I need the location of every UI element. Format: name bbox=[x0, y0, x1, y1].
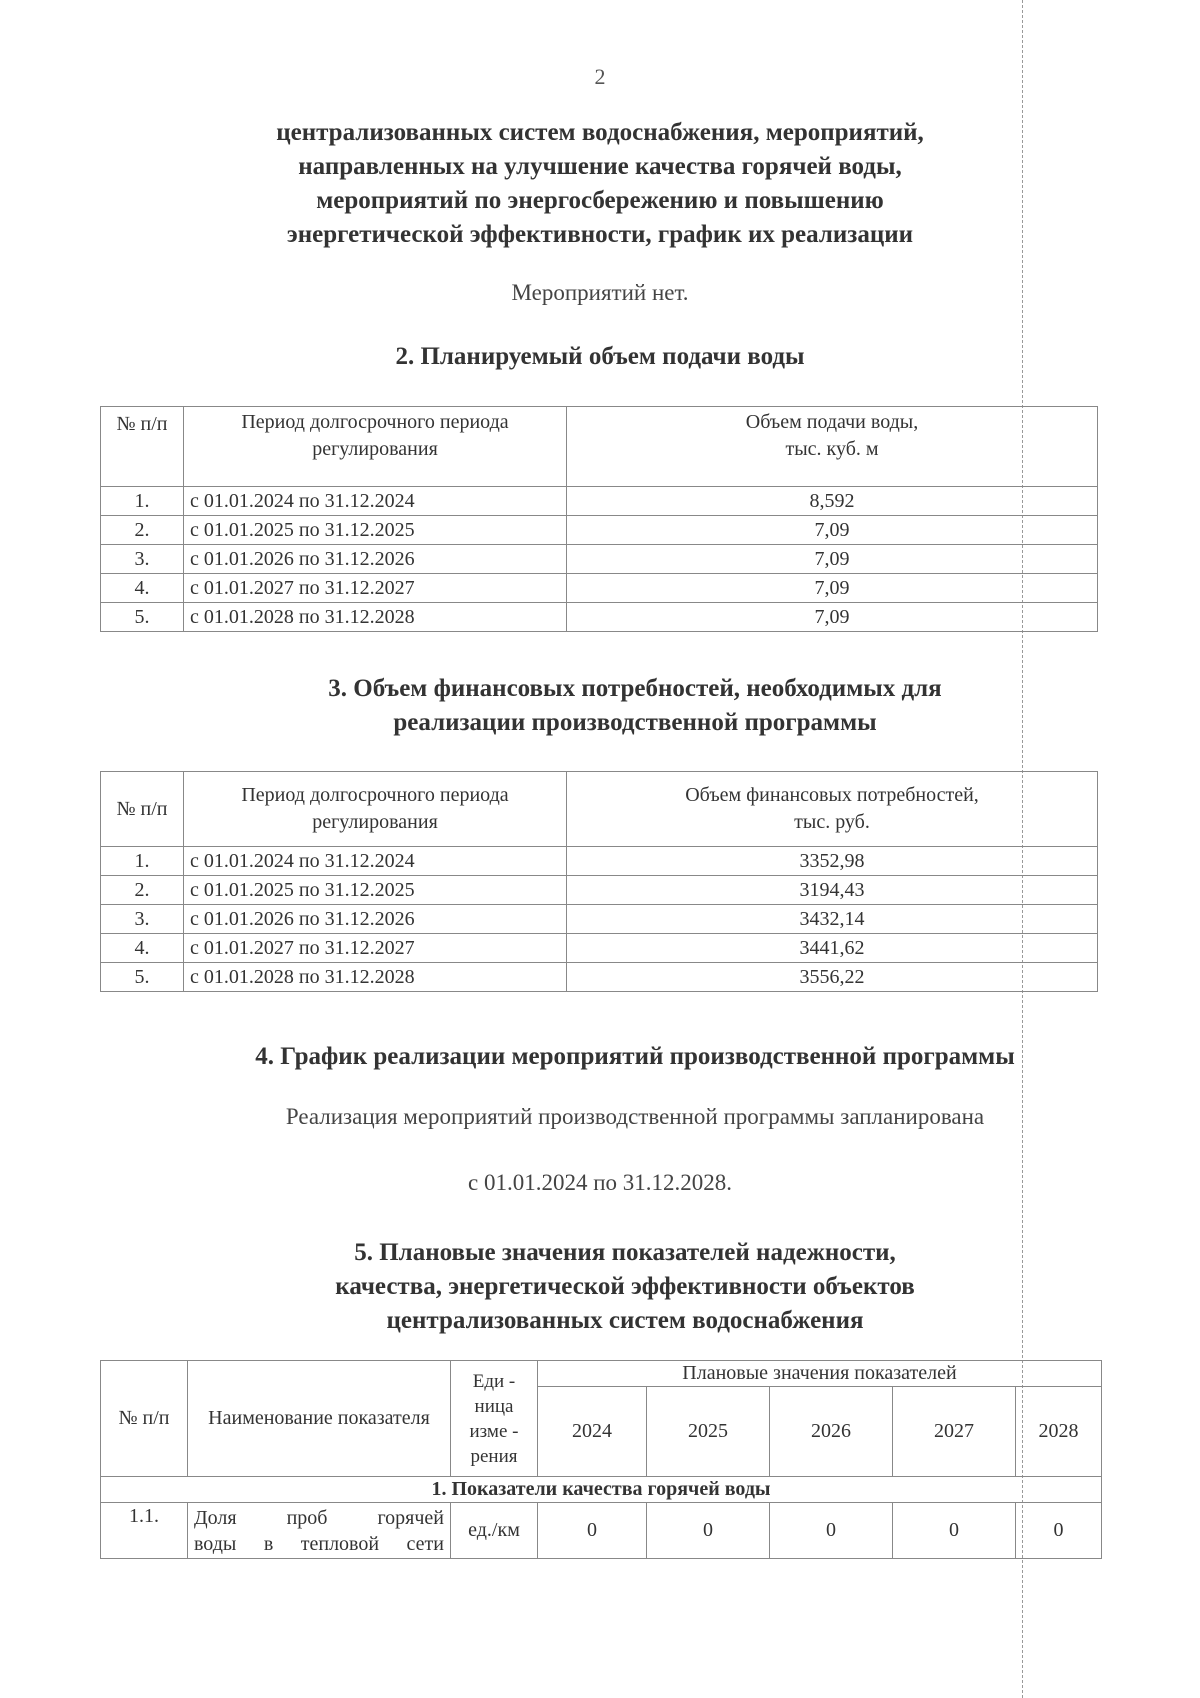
year-header: 2027 bbox=[893, 1387, 1016, 1477]
col-value-header bbox=[567, 772, 1098, 847]
row-num: 3. bbox=[101, 545, 184, 574]
col-num-header: № п/п bbox=[101, 1361, 188, 1477]
row-value: 3352,98 bbox=[567, 847, 1098, 876]
col-value-header bbox=[567, 407, 1098, 487]
row-value: 8,592 bbox=[567, 487, 1098, 516]
table-row bbox=[101, 963, 1098, 992]
section5-title-line: качества, энергетической эффективности объектов bbox=[335, 1273, 915, 1300]
table-row bbox=[101, 876, 1098, 905]
row-num: 5. bbox=[101, 603, 184, 632]
table-row bbox=[101, 603, 1098, 632]
section4-text-line2: с 01.01.2024 по 31.12.2028. bbox=[467, 1170, 733, 1195]
row-value: 3441,62 bbox=[567, 934, 1098, 963]
col-num-header: № п/п bbox=[101, 407, 184, 487]
section5-title-line: 5. Плановые значения показателей надежности, bbox=[354, 1239, 896, 1266]
intro-heading-line: энергетической эффективности, график их реализации bbox=[286, 221, 914, 248]
subsection-title: 1. Показатели качества горячей воды bbox=[101, 1477, 1102, 1503]
row-value: 3556,22 bbox=[567, 963, 1098, 992]
year-header: 2026 bbox=[770, 1387, 893, 1477]
row-value: 0 bbox=[893, 1503, 1016, 1559]
row-num: 5. bbox=[101, 963, 184, 992]
row-name-line: Доля проб горячей bbox=[194, 1506, 444, 1529]
row-num: 2. bbox=[101, 516, 184, 545]
table-row bbox=[101, 516, 1098, 545]
table-row bbox=[101, 487, 1098, 516]
row-unit: ед./км bbox=[451, 1503, 538, 1559]
col-plan-header: Плановые значения показателей bbox=[538, 1361, 1102, 1387]
year-header: 2028 bbox=[1016, 1387, 1102, 1477]
row-period: с 01.01.2025 по 31.12.2025 bbox=[184, 876, 567, 905]
table-row bbox=[101, 905, 1098, 934]
col-value-header-line: тыс. руб. bbox=[794, 811, 870, 833]
row-num: 4. bbox=[101, 934, 184, 963]
water-volume-table bbox=[100, 406, 1098, 632]
row-value: 0 bbox=[647, 1503, 770, 1559]
row-name bbox=[188, 1503, 451, 1559]
indicators-table bbox=[100, 1360, 1102, 1559]
page-number: 2 bbox=[594, 64, 606, 89]
col-num-header: № п/п bbox=[101, 772, 184, 847]
table-header-row bbox=[101, 407, 1098, 487]
table-header-row bbox=[101, 1361, 1102, 1387]
row-period: с 01.01.2025 по 31.12.2025 bbox=[184, 516, 567, 545]
subsection-row bbox=[101, 1477, 1102, 1503]
row-value: 7,09 bbox=[567, 545, 1098, 574]
row-period: с 01.01.2028 по 31.12.2028 bbox=[184, 603, 567, 632]
col-name-header: Наименование показателя bbox=[188, 1361, 451, 1477]
intro-heading bbox=[0, 116, 1200, 252]
intro-heading-line: направленных на улучшение качества горячей воды, bbox=[298, 153, 902, 180]
intro-heading-line: мероприятий по энергосбережению и повышению bbox=[316, 187, 884, 214]
row-value: 0 bbox=[538, 1503, 647, 1559]
row-value: 0 bbox=[770, 1503, 893, 1559]
row-period: с 01.01.2028 по 31.12.2028 bbox=[184, 963, 567, 992]
row-value: 7,09 bbox=[567, 603, 1098, 632]
row-value: 0 bbox=[1016, 1503, 1102, 1559]
row-name-line: воды в тепловой сети bbox=[194, 1532, 444, 1555]
row-period: с 01.01.2027 по 31.12.2027 bbox=[184, 934, 567, 963]
intro-heading-line: централизованных систем водоснабжения, мероприятий, bbox=[276, 119, 924, 146]
col-value-header-line: тыс. куб. м bbox=[785, 438, 879, 460]
section5-title bbox=[0, 1236, 1200, 1338]
row-value: 3194,43 bbox=[567, 876, 1098, 905]
section4-title: 4. График реализации мероприятий производственной программы bbox=[255, 1043, 1015, 1070]
section5-title-line: централизованных систем водоснабжения bbox=[386, 1307, 864, 1334]
row-num: 2. bbox=[101, 876, 184, 905]
year-header: 2025 bbox=[647, 1387, 770, 1477]
row-num: 3. bbox=[101, 905, 184, 934]
section3-title-line: реализации производственной программы bbox=[393, 709, 877, 736]
table-row bbox=[101, 934, 1098, 963]
col-value-header-line: Объем финансовых потребностей, bbox=[685, 784, 979, 806]
col-period-header: Период долгосрочного периода регулирования bbox=[184, 407, 567, 487]
col-value-header-line: Объем подачи воды, bbox=[745, 411, 919, 433]
section2-title: 2. Планируемый объем подачи воды bbox=[395, 343, 805, 370]
table-row bbox=[101, 1503, 1102, 1559]
row-period: с 01.01.2024 по 31.12.2024 bbox=[184, 487, 567, 516]
row-period: с 01.01.2027 по 31.12.2027 bbox=[184, 574, 567, 603]
table-row bbox=[101, 847, 1098, 876]
row-period: с 01.01.2026 по 31.12.2026 bbox=[184, 545, 567, 574]
col-unit-header: Еди - ница изме - рения bbox=[451, 1361, 538, 1477]
col-period-header: Период долгосрочного периода регулирования bbox=[184, 772, 567, 847]
table-row bbox=[101, 574, 1098, 603]
year-header: 2024 bbox=[538, 1387, 647, 1477]
table-header-row bbox=[101, 772, 1098, 847]
no-measures-text: Мероприятий нет. bbox=[511, 280, 689, 305]
row-period: с 01.01.2024 по 31.12.2024 bbox=[184, 847, 567, 876]
row-num: 1. bbox=[101, 847, 184, 876]
row-value: 7,09 bbox=[567, 574, 1098, 603]
section3-title-line: 3. Объем финансовых потребностей, необходимых для bbox=[328, 675, 942, 702]
table-row bbox=[101, 545, 1098, 574]
row-num: 4. bbox=[101, 574, 184, 603]
row-num: 1. bbox=[101, 487, 184, 516]
section3-title bbox=[0, 672, 1200, 740]
row-value: 3432,14 bbox=[567, 905, 1098, 934]
section4-text-line1: Реализация мероприятий производственной программы запланирована bbox=[285, 1104, 985, 1129]
row-num: 1.1. bbox=[101, 1503, 188, 1559]
row-value: 7,09 bbox=[567, 516, 1098, 545]
financial-needs-table bbox=[100, 771, 1098, 992]
row-period: с 01.01.2026 по 31.12.2026 bbox=[184, 905, 567, 934]
